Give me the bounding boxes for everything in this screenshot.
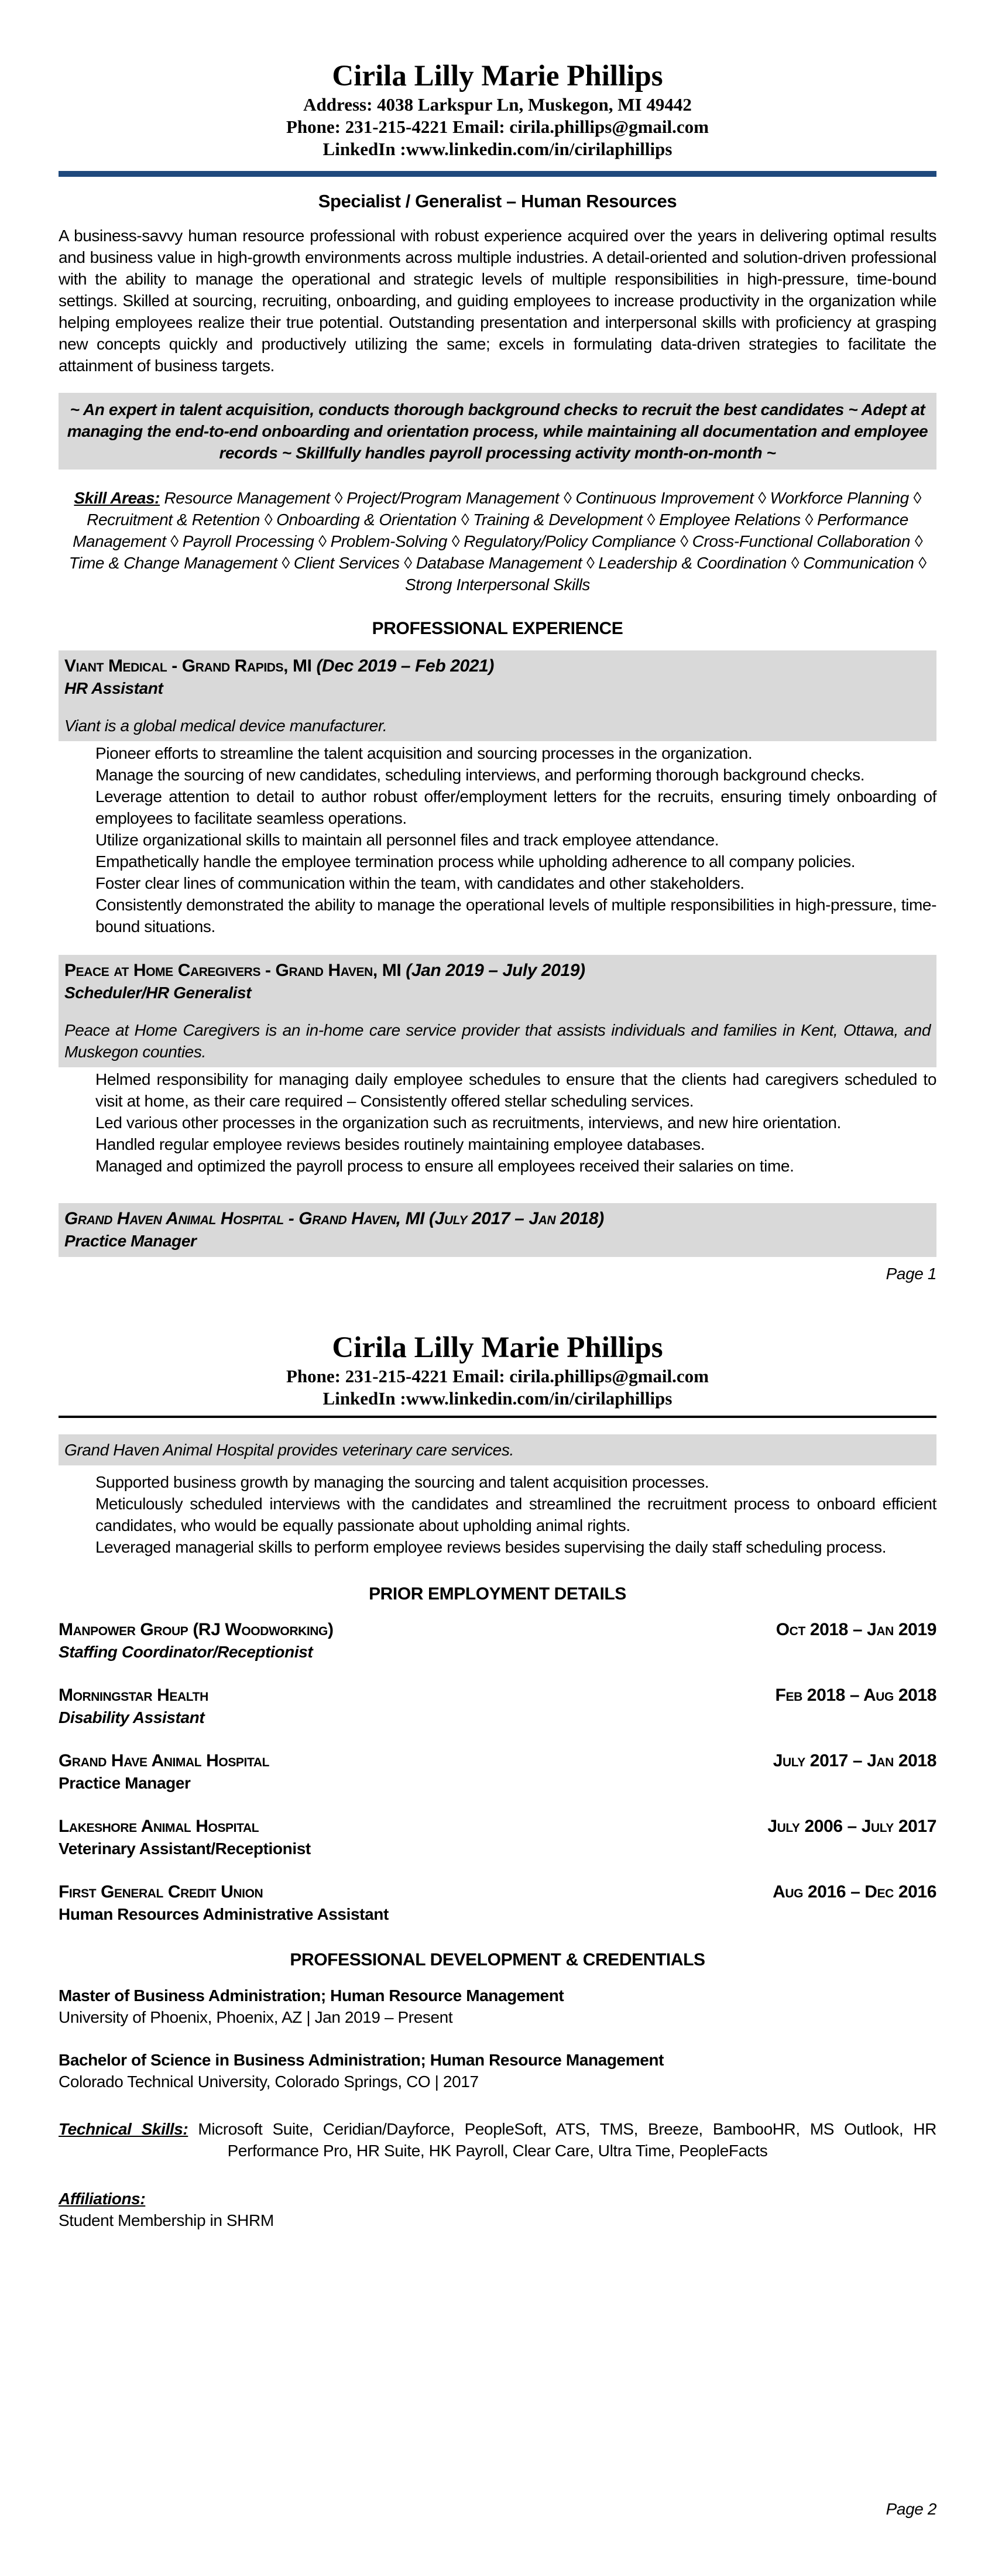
prior-job-role: Disability Assistant [59, 1708, 205, 1727]
prior-job-role: Practice Manager [59, 1774, 191, 1792]
section-heading-professional-development: PROFESSIONAL DEVELOPMENT & CREDENTIALS [290, 1950, 705, 1969]
prior-job-company: Manpower Group (RJ Woodworking) [59, 1620, 334, 1639]
job-role: Scheduler/HR Generalist [64, 984, 252, 1002]
job-bullet: Foster clear lines of communication within the team, with candidates and other stakeholders. [95, 874, 744, 892]
candidate-name: Cirila Lilly Marie Phillips [332, 1331, 663, 1364]
candidate-name: Cirila Lilly Marie Phillips [332, 60, 663, 93]
skill-areas-label: Skill Areas: [74, 489, 160, 507]
section-heading-prior-employment: PRIOR EMPLOYMENT DETAILS [369, 1584, 626, 1604]
job-header-grand-haven-animal-hospital [59, 1203, 936, 1257]
job-header-peace-at-home [59, 955, 936, 1067]
technical-skills-list: Microsoft Suite, Ceridian/Dayforce, PeopleSoft, ATS, TMS, Breeze, BambooHR, MS Outlook, HR Performance Pro, HR Suite, HK Payroll, Clear Care, Ultra Time, PeopleFacts [198, 2120, 936, 2160]
affiliations-label: Affiliations: [59, 2190, 146, 2208]
job-bullet: Helmed responsibility for managing daily employee schedules to ensure that the clients had caregivers scheduled to visit at home, as their care required – Consistently offered stellar scheduling services. [95, 1070, 936, 1110]
section-heading-professional-experience: PROFESSIONAL EXPERIENCE [372, 619, 623, 638]
education-mba [59, 1985, 936, 2028]
job-company-description: Viant is a global medical device manufacturer. [64, 717, 387, 735]
linkedin-line: LinkedIn :www.linkedin.com/in/cirilaphillips [322, 139, 673, 159]
prior-job-grand-have-animal-hospital [59, 1750, 936, 1794]
prior-job-dates: July 2017 – Jan 2018 [773, 1751, 936, 1770]
technical-skills-label: Technical Skills: [59, 2120, 188, 2138]
phone-email-line: Phone: 231-215-4221 Email: cirila.phillips@gmail.com [286, 1366, 709, 1386]
job-company: Peace at Home Caregivers - Grand Haven, MI [64, 961, 402, 980]
job-company: Grand Haven Animal Hospital - Grand Haven, MI [64, 1209, 425, 1228]
affiliations [59, 2188, 936, 2231]
skill-areas [59, 487, 936, 595]
prior-job-role: Staffing Coordinator/Receptionist [59, 1643, 313, 1661]
job-dates: (July 2017 – Jan 2018) [428, 1209, 604, 1228]
job-bullet: Consistently demonstrated the ability to manage the operational levels of multiple responsibilities in high-pressure, time-bound situations. [95, 896, 936, 936]
prior-job-role: Human Resources Administrative Assistant [59, 1905, 389, 1923]
prior-job-company: Morningstar Health [59, 1686, 208, 1705]
job-role: HR Assistant [64, 679, 163, 697]
job-bullet: Leveraged managerial skills to perform employee reviews besides supervising the daily staff scheduling process. [95, 1538, 887, 1556]
prior-job-dates: July 2006 – July 2017 [767, 1817, 936, 1836]
prior-job-company: First General Credit Union [59, 1882, 263, 1902]
job-bullets-viant-medical [59, 742, 936, 937]
job-company-description-grand-haven: Grand Haven Animal Hospital provides veterinary care services. [59, 1434, 936, 1465]
spacer [64, 700, 931, 715]
professional-summary: A business-savvy human resource professional with robust experience acquired over the years in delivering optimal results and business value in high-growth environments across multiple industries. A detail-oriented and solution-driven professional with the ability to manage the operational and strategic levels of multiple responsibilities in high-pressure, time-bound settings. Skilled at sourcing, recruiting, onboarding, and guiding employees to increase productivity in the organization while helping employees realize their true potential. Outstanding presentation and interpersonal skills with proficiency at grasping new concepts quickly and productively utilizing the same; excels in formulating data-driven strategies to facilitate the attainment of business targets. [59, 227, 936, 375]
job-dates: (Dec 2019 – Feb 2021) [316, 656, 494, 676]
job-company: Viant Medical - Grand Rapids, MI [64, 656, 312, 676]
skill-areas-list: Resource Management ◊ Project/Program Management ◊ Continuous Improvement ◊ Workforce Planning ◊ Recruitment & Retention ◊ Onboarding & Orientation ◊ Training & Development ◊ Employee Relations ◊ Performance Management ◊ Payroll Processing ◊ Problem-Solving ◊ Regulatory/Policy Compliance ◊ Cross-Functional Collaboration ◊ Time & Change Management ◊ Client Services ◊ Database Management ◊ Leadership & Coordination ◊ Communication ◊ Strong Interpersonal Skills [68, 489, 927, 594]
prior-job-role: Veterinary Assistant/Receptionist [59, 1839, 311, 1858]
job-bullet: Pioneer efforts to streamline the talent acquisition and sourcing processes in the organization. [95, 744, 753, 762]
page-number-2: Page 2 [886, 2500, 936, 2518]
address-line: Address: 4038 Larkspur Ln, Muskegon, MI 49442 [303, 94, 692, 115]
header-divider-rule [59, 1416, 936, 1418]
job-bullet: Meticulously scheduled interviews with the candidates and streamlined the recruitment process to onboard efficient candidates, who would be equally passionate about upholding animal rights. [95, 1495, 936, 1534]
job-bullet: Managed and optimized the payroll process to ensure all employees received their salaries on time. [95, 1157, 794, 1175]
spacer [64, 1004, 931, 1019]
resume-title: Specialist / Generalist – Human Resources [318, 191, 677, 211]
header-divider-rule [59, 171, 936, 177]
education-degree: Bachelor of Science in Business Administration; Human Resource Management [59, 2051, 664, 2069]
phone-email-line: Phone: 231-215-4221 Email: cirila.phillips@gmail.com [286, 117, 709, 137]
prior-job-company: Lakeshore Animal Hospital [59, 1817, 259, 1836]
prior-job-lakeshore-animal-hospital [59, 1815, 936, 1860]
job-bullet: Handled regular employee reviews besides routinely maintaining employee databases. [95, 1135, 705, 1153]
job-dates: (Jan 2019 – July 2019) [406, 961, 585, 980]
job-bullet: Utilize organizational skills to maintain all personnel files and track employee attendance. [95, 831, 719, 849]
job-bullet: Manage the sourcing of new candidates, scheduling interviews, and performing thorough background checks. [95, 766, 865, 784]
education-details: University of Phoenix, Phoenix, AZ | Jan 2019 – Present [59, 2008, 453, 2026]
education-bs [59, 2049, 936, 2092]
job-bullet: Leverage attention to detail to author robust offer/employment letters for the recruits, ensuring timely onboarding of employees to facilitate seamless operations. [95, 787, 936, 827]
education-details: Colorado Technical University, Colorado Springs, CO | 2017 [59, 2073, 479, 2091]
resume-page-2 [0, 1288, 995, 2576]
job-role: Practice Manager [64, 1232, 197, 1250]
technical-skills [59, 2118, 936, 2161]
job-bullet: Supported business growth by managing the sourcing and talent acquisition processes. [95, 1473, 709, 1491]
job-company-description: Peace at Home Caregivers is an in-home care service provider that assists individuals and families in Kent, Ottawa, and Muskegon counties. [64, 1021, 931, 1061]
prior-job-first-general-credit-union [59, 1881, 936, 1926]
prior-job-company: Grand Have Animal Hospital [59, 1751, 270, 1770]
linkedin-line: LinkedIn :www.linkedin.com/in/cirilaphillips [322, 1388, 673, 1409]
prior-job-manpower-group [59, 1619, 936, 1663]
prior-job-morningstar-health [59, 1684, 936, 1729]
education-degree: Master of Business Administration; Human Resource Management [59, 1986, 564, 2005]
job-bullets-grand-haven [59, 1471, 936, 1558]
job-bullet: Led various other processes in the organization such as recruitments, interviews, and new hire orientation. [95, 1114, 841, 1132]
prior-job-dates: Feb 2018 – Aug 2018 [775, 1686, 936, 1705]
job-header-viant-medical [59, 650, 936, 741]
page-number-1: Page 1 [886, 1265, 936, 1283]
prior-job-dates: Aug 2016 – Dec 2016 [773, 1882, 936, 1902]
job-bullets-peace-at-home [59, 1068, 936, 1177]
prior-job-dates: Oct 2018 – Jan 2019 [776, 1620, 936, 1639]
job-bullet: Empathetically handle the employee termination process while upholding adherence to all company policies. [95, 852, 856, 871]
highlight-banner: ~ An expert in talent acquisition, conducts thorough background checks to recruit the best candidates ~ Adept at managing the end-to-end onboarding and orientation process, while maintaining all documentation and employee records ~ Skillfully handles payroll processing activity month-on-month ~ [59, 393, 936, 470]
affiliations-value: Student Membership in SHRM [59, 2211, 274, 2229]
